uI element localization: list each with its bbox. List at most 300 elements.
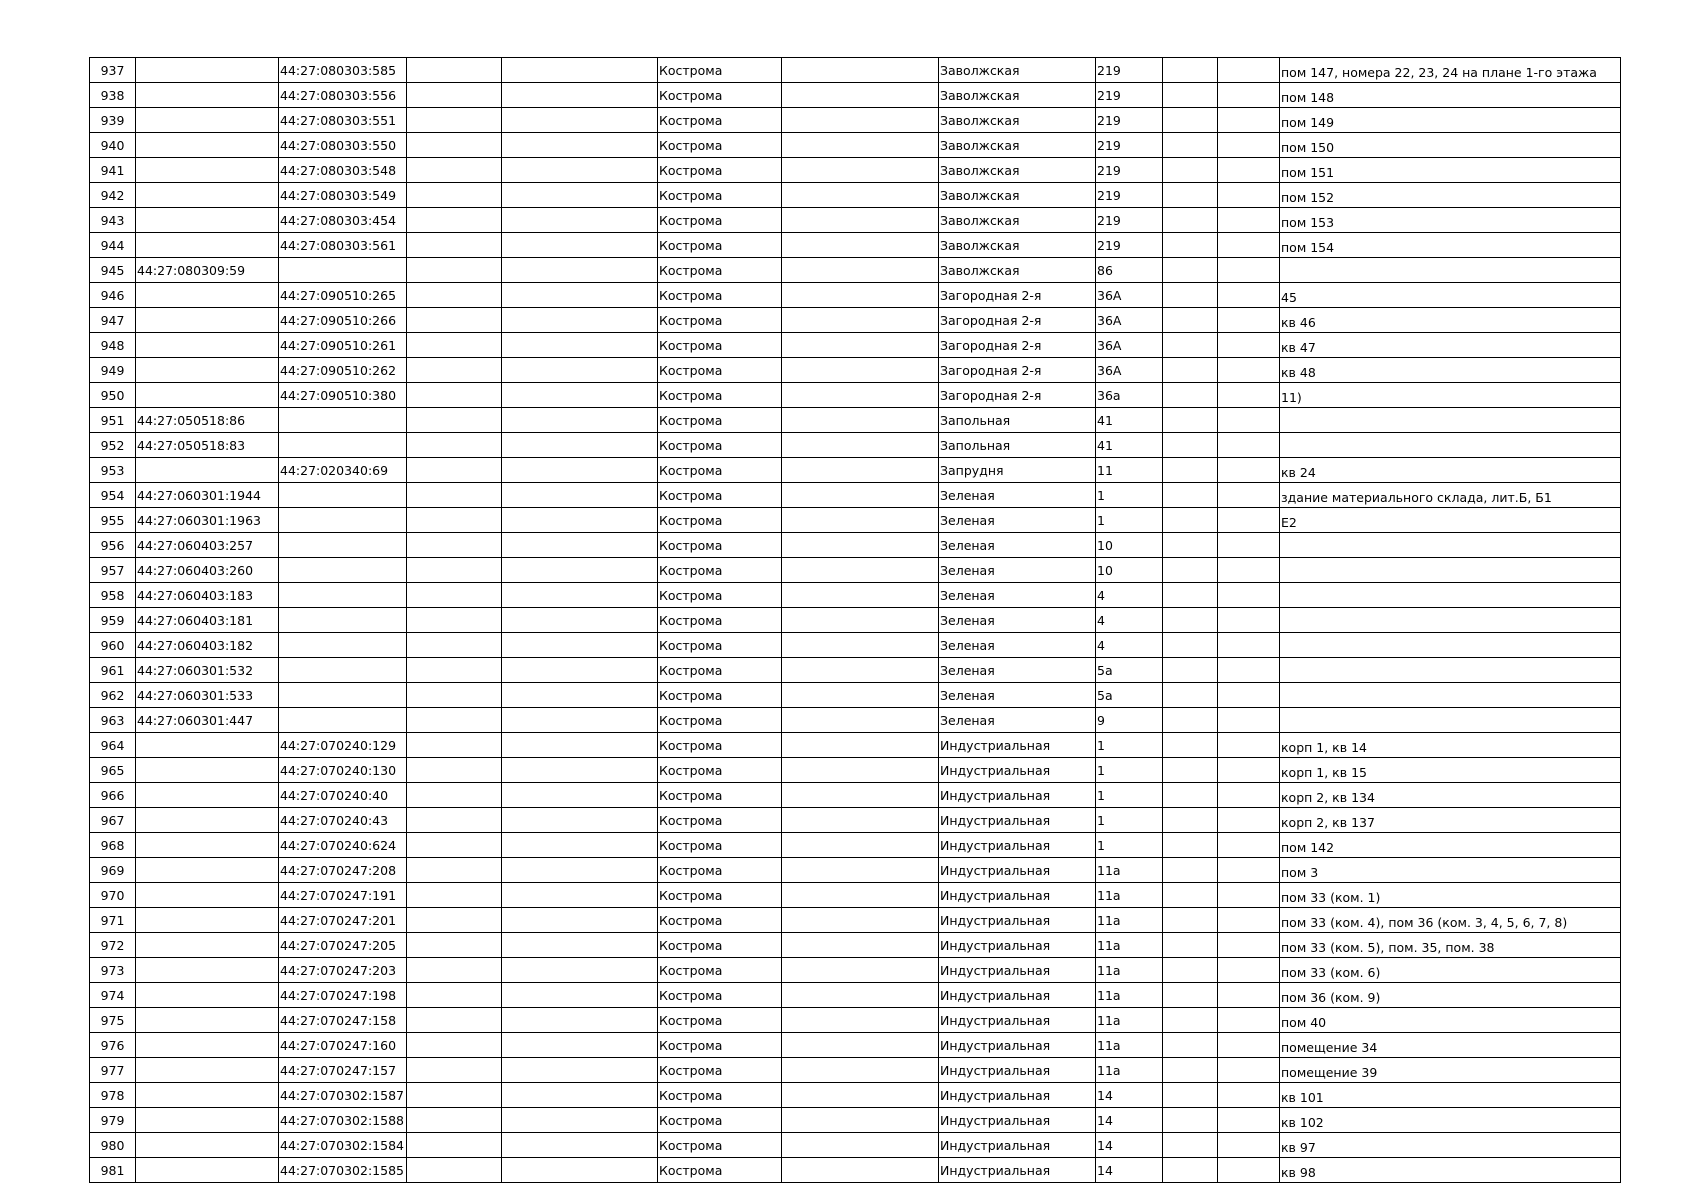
empty-cell [782, 908, 939, 933]
empty-cell [1163, 558, 1218, 583]
empty-cell [407, 408, 502, 433]
registry-sheet [89, 57, 1621, 1183]
land-cadastral-number-cell [136, 858, 279, 883]
empty-cell [782, 458, 939, 483]
object-cadastral-number-cell: 44:27:070247:158 [279, 1008, 407, 1033]
land-cadastral-number-cell: 44:27:060403:182 [136, 633, 279, 658]
empty-cell [407, 658, 502, 683]
table-row [90, 933, 1621, 958]
empty-cell [1218, 1108, 1280, 1133]
city-cell: Кострома [658, 908, 782, 933]
empty-cell [1218, 608, 1280, 633]
empty-cell [407, 208, 502, 233]
empty-cell [782, 283, 939, 308]
empty-cell [1218, 858, 1280, 883]
empty-cell [782, 583, 939, 608]
empty-cell [782, 683, 939, 708]
empty-cell [1163, 908, 1218, 933]
premises-note-cell: кв 46 [1280, 308, 1621, 333]
empty-cell [1163, 708, 1218, 733]
row-number-cell: 941 [90, 158, 136, 183]
table-row [90, 458, 1621, 483]
table-row [90, 1058, 1621, 1083]
empty-cell [782, 808, 939, 833]
city-cell: Кострома [658, 458, 782, 483]
land-cadastral-number-cell [136, 958, 279, 983]
city-cell: Кострома [658, 633, 782, 658]
premises-note-cell: пом 153 [1280, 208, 1621, 233]
premises-note-cell: помещение 39 [1280, 1058, 1621, 1083]
city-cell: Кострома [658, 958, 782, 983]
premises-note-cell: кв 97 [1280, 1133, 1621, 1158]
city-cell: Кострома [658, 758, 782, 783]
empty-cell [1218, 183, 1280, 208]
table-row [90, 583, 1621, 608]
empty-cell [1163, 833, 1218, 858]
house-number-cell: 1 [1096, 508, 1163, 533]
premises-note-cell [1280, 583, 1621, 608]
row-number-cell: 949 [90, 358, 136, 383]
table-row [90, 358, 1621, 383]
street-cell: Индустриальная [939, 858, 1096, 883]
row-number-cell: 951 [90, 408, 136, 433]
table-row [90, 233, 1621, 258]
street-cell: Зеленая [939, 658, 1096, 683]
land-cadastral-number-cell: 44:27:060403:260 [136, 558, 279, 583]
table-row [90, 308, 1621, 333]
land-cadastral-number-cell: 44:27:050518:83 [136, 433, 279, 458]
city-cell: Кострома [658, 333, 782, 358]
empty-cell [502, 383, 658, 408]
house-number-cell: 1 [1096, 808, 1163, 833]
premises-note-cell: пом 148 [1280, 83, 1621, 108]
premises-note-cell: пом 151 [1280, 158, 1621, 183]
empty-cell [1163, 508, 1218, 533]
empty-cell [1163, 783, 1218, 808]
object-cadastral-number-cell: 44:27:070247:198 [279, 983, 407, 1008]
row-number-cell: 965 [90, 758, 136, 783]
street-cell: Заволжская [939, 158, 1096, 183]
land-cadastral-number-cell [136, 308, 279, 333]
empty-cell [782, 958, 939, 983]
row-number-cell: 939 [90, 108, 136, 133]
empty-cell [407, 1008, 502, 1033]
land-cadastral-number-cell [136, 1058, 279, 1083]
street-cell: Индустриальная [939, 908, 1096, 933]
land-cadastral-number-cell: 44:27:060403:257 [136, 533, 279, 558]
premises-note-cell [1280, 608, 1621, 633]
street-cell: Зеленая [939, 508, 1096, 533]
empty-cell [407, 833, 502, 858]
row-number-cell: 978 [90, 1083, 136, 1108]
empty-cell [407, 1108, 502, 1133]
empty-cell [407, 83, 502, 108]
land-cadastral-number-cell [136, 1108, 279, 1133]
premises-note-cell: пом 33 (ком. 5), пом. 35, пом. 38 [1280, 933, 1621, 958]
empty-cell [407, 1158, 502, 1183]
empty-cell [502, 133, 658, 158]
object-cadastral-number-cell [279, 558, 407, 583]
empty-cell [1163, 1158, 1218, 1183]
house-number-cell: 1 [1096, 783, 1163, 808]
empty-cell [1218, 983, 1280, 1008]
empty-cell [1218, 383, 1280, 408]
land-cadastral-number-cell [136, 1008, 279, 1033]
premises-note-cell: 45 [1280, 283, 1621, 308]
city-cell: Кострома [658, 108, 782, 133]
empty-cell [1163, 683, 1218, 708]
house-number-cell: 14 [1096, 1133, 1163, 1158]
city-cell: Кострома [658, 383, 782, 408]
row-number-cell: 950 [90, 383, 136, 408]
street-cell: Загородная 2-я [939, 283, 1096, 308]
object-cadastral-number-cell [279, 508, 407, 533]
empty-cell [502, 158, 658, 183]
row-number-cell: 958 [90, 583, 136, 608]
street-cell: Зеленая [939, 583, 1096, 608]
premises-note-cell: кв 98 [1280, 1158, 1621, 1183]
street-cell: Индустриальная [939, 983, 1096, 1008]
empty-cell [782, 483, 939, 508]
street-cell: Индустриальная [939, 783, 1096, 808]
land-cadastral-number-cell [136, 133, 279, 158]
table-row [90, 733, 1621, 758]
empty-cell [502, 808, 658, 833]
city-cell: Кострома [658, 258, 782, 283]
empty-cell [782, 1083, 939, 1108]
empty-cell [407, 508, 502, 533]
empty-cell [1218, 458, 1280, 483]
empty-cell [502, 733, 658, 758]
row-number-cell: 971 [90, 908, 136, 933]
empty-cell [782, 983, 939, 1008]
empty-cell [782, 758, 939, 783]
empty-cell [502, 183, 658, 208]
premises-note-cell: пом 40 [1280, 1008, 1621, 1033]
premises-note-cell: пом 3 [1280, 858, 1621, 883]
row-number-cell: 944 [90, 233, 136, 258]
house-number-cell: 36А [1096, 333, 1163, 358]
empty-cell [1218, 1033, 1280, 1058]
row-number-cell: 946 [90, 283, 136, 308]
object-cadastral-number-cell: 44:27:080303:561 [279, 233, 407, 258]
empty-cell [1163, 333, 1218, 358]
empty-cell [1218, 508, 1280, 533]
city-cell: Кострома [658, 933, 782, 958]
premises-note-cell: пом 149 [1280, 108, 1621, 133]
object-cadastral-number-cell [279, 583, 407, 608]
street-cell: Зеленая [939, 608, 1096, 633]
empty-cell [782, 208, 939, 233]
land-cadastral-number-cell [136, 758, 279, 783]
empty-cell [1218, 83, 1280, 108]
table-row [90, 758, 1621, 783]
empty-cell [1163, 208, 1218, 233]
empty-cell [407, 808, 502, 833]
row-number-cell: 967 [90, 808, 136, 833]
empty-cell [407, 733, 502, 758]
street-cell: Индустриальная [939, 1008, 1096, 1033]
object-cadastral-number-cell: 44:27:070247:208 [279, 858, 407, 883]
premises-note-cell: пом 152 [1280, 183, 1621, 208]
empty-cell [502, 58, 658, 83]
land-cadastral-number-cell [136, 183, 279, 208]
city-cell: Кострома [658, 208, 782, 233]
object-cadastral-number-cell: 44:27:070302:1587 [279, 1083, 407, 1108]
row-number-cell: 954 [90, 483, 136, 508]
row-number-cell: 977 [90, 1058, 136, 1083]
empty-cell [1163, 583, 1218, 608]
table-row [90, 283, 1621, 308]
empty-cell [782, 508, 939, 533]
empty-cell [1218, 358, 1280, 383]
city-cell: Кострома [658, 783, 782, 808]
table-row [90, 1033, 1621, 1058]
premises-note-cell [1280, 708, 1621, 733]
empty-cell [782, 733, 939, 758]
empty-cell [407, 233, 502, 258]
house-number-cell: 41 [1096, 433, 1163, 458]
object-cadastral-number-cell: 44:27:070247:201 [279, 908, 407, 933]
premises-note-cell: кв 48 [1280, 358, 1621, 383]
street-cell: Заволжская [939, 258, 1096, 283]
city-cell: Кострома [658, 683, 782, 708]
street-cell: Индустриальная [939, 1133, 1096, 1158]
empty-cell [1163, 433, 1218, 458]
empty-cell [1163, 233, 1218, 258]
street-cell: Индустриальная [939, 1033, 1096, 1058]
house-number-cell: 14 [1096, 1158, 1163, 1183]
empty-cell [502, 1058, 658, 1083]
house-number-cell: 219 [1096, 83, 1163, 108]
city-cell: Кострома [658, 1133, 782, 1158]
premises-note-cell: пом 142 [1280, 833, 1621, 858]
land-cadastral-number-cell: 44:27:060301:1963 [136, 508, 279, 533]
empty-cell [782, 1133, 939, 1158]
object-cadastral-number-cell: 44:27:090510:262 [279, 358, 407, 383]
table-row [90, 1158, 1621, 1183]
object-cadastral-number-cell: 44:27:090510:266 [279, 308, 407, 333]
land-cadastral-number-cell [136, 833, 279, 858]
premises-note-cell [1280, 533, 1621, 558]
row-number-cell: 937 [90, 58, 136, 83]
empty-cell [782, 708, 939, 733]
empty-cell [1218, 333, 1280, 358]
empty-cell [407, 858, 502, 883]
row-number-cell: 957 [90, 558, 136, 583]
empty-cell [1218, 908, 1280, 933]
city-cell: Кострома [658, 558, 782, 583]
empty-cell [407, 258, 502, 283]
city-cell: Кострома [658, 308, 782, 333]
house-number-cell: 11а [1096, 1033, 1163, 1058]
street-cell: Заволжская [939, 83, 1096, 108]
city-cell: Кострома [658, 708, 782, 733]
street-cell: Индустриальная [939, 883, 1096, 908]
house-number-cell: 86 [1096, 258, 1163, 283]
premises-note-cell: пом 147, номера 22, 23, 24 на плане 1-го этажа [1280, 58, 1621, 83]
street-cell: Зеленая [939, 683, 1096, 708]
empty-cell [1163, 658, 1218, 683]
empty-cell [502, 1033, 658, 1058]
house-number-cell: 5а [1096, 658, 1163, 683]
row-number-cell: 959 [90, 608, 136, 633]
table-row [90, 208, 1621, 233]
empty-cell [1218, 58, 1280, 83]
object-cadastral-number-cell: 44:27:080303:551 [279, 108, 407, 133]
empty-cell [1163, 808, 1218, 833]
object-cadastral-number-cell [279, 433, 407, 458]
empty-cell [1218, 933, 1280, 958]
empty-cell [782, 883, 939, 908]
empty-cell [407, 1058, 502, 1083]
premises-note-cell [1280, 633, 1621, 658]
empty-cell [407, 883, 502, 908]
empty-cell [1163, 133, 1218, 158]
empty-cell [1163, 933, 1218, 958]
object-cadastral-number-cell: 44:27:080303:549 [279, 183, 407, 208]
city-cell: Кострома [658, 408, 782, 433]
row-number-cell: 955 [90, 508, 136, 533]
premises-note-cell: корп 1, кв 14 [1280, 733, 1621, 758]
empty-cell [502, 308, 658, 333]
land-cadastral-number-cell [136, 283, 279, 308]
object-cadastral-number-cell: 44:27:080303:556 [279, 83, 407, 108]
table-row [90, 1108, 1621, 1133]
empty-cell [502, 233, 658, 258]
land-cadastral-number-cell: 44:27:060403:183 [136, 583, 279, 608]
street-cell: Зеленая [939, 633, 1096, 658]
city-cell: Кострома [658, 1033, 782, 1058]
empty-cell [782, 783, 939, 808]
object-cadastral-number-cell: 44:27:070240:129 [279, 733, 407, 758]
empty-cell [1163, 1033, 1218, 1058]
city-cell: Кострома [658, 833, 782, 858]
house-number-cell: 36а [1096, 383, 1163, 408]
row-number-cell: 974 [90, 983, 136, 1008]
premises-note-cell: здание материального склада, лит.Б, Б1 [1280, 483, 1621, 508]
empty-cell [1163, 633, 1218, 658]
city-cell: Кострома [658, 433, 782, 458]
street-cell: Заволжская [939, 108, 1096, 133]
land-cadastral-number-cell: 44:27:060403:181 [136, 608, 279, 633]
object-cadastral-number-cell: 44:27:080303:550 [279, 133, 407, 158]
empty-cell [1163, 258, 1218, 283]
premises-note-cell: корп 1, кв 15 [1280, 758, 1621, 783]
empty-cell [782, 633, 939, 658]
street-cell: Индустриальная [939, 1058, 1096, 1083]
street-cell: Запольная [939, 408, 1096, 433]
table-row [90, 508, 1621, 533]
empty-cell [1218, 108, 1280, 133]
object-cadastral-number-cell: 44:27:070240:40 [279, 783, 407, 808]
empty-cell [1163, 308, 1218, 333]
house-number-cell: 219 [1096, 133, 1163, 158]
empty-cell [782, 258, 939, 283]
empty-cell [782, 133, 939, 158]
empty-cell [1218, 833, 1280, 858]
street-cell: Заволжская [939, 133, 1096, 158]
empty-cell [502, 358, 658, 383]
empty-cell [1218, 1133, 1280, 1158]
land-cadastral-number-cell: 44:27:050518:86 [136, 408, 279, 433]
object-cadastral-number-cell: 44:27:070247:205 [279, 933, 407, 958]
house-number-cell: 36А [1096, 283, 1163, 308]
empty-cell [502, 83, 658, 108]
street-cell: Индустриальная [939, 958, 1096, 983]
empty-cell [1218, 758, 1280, 783]
row-number-cell: 969 [90, 858, 136, 883]
empty-cell [1163, 858, 1218, 883]
premises-note-cell: пом 36 (ком. 9) [1280, 983, 1621, 1008]
row-number-cell: 975 [90, 1008, 136, 1033]
object-cadastral-number-cell: 44:27:070302:1585 [279, 1158, 407, 1183]
row-number-cell: 945 [90, 258, 136, 283]
house-number-cell: 1 [1096, 483, 1163, 508]
empty-cell [407, 1133, 502, 1158]
street-cell: Зеленая [939, 533, 1096, 558]
land-cadastral-number-cell [136, 983, 279, 1008]
empty-cell [502, 933, 658, 958]
land-cadastral-number-cell [136, 883, 279, 908]
row-number-cell: 960 [90, 633, 136, 658]
empty-cell [407, 183, 502, 208]
row-number-cell: 979 [90, 1108, 136, 1133]
house-number-cell: 11а [1096, 933, 1163, 958]
empty-cell [407, 483, 502, 508]
empty-cell [502, 283, 658, 308]
empty-cell [502, 683, 658, 708]
table-row [90, 58, 1621, 83]
empty-cell [1163, 408, 1218, 433]
empty-cell [1218, 283, 1280, 308]
empty-cell [1163, 383, 1218, 408]
empty-cell [407, 383, 502, 408]
table-row [90, 808, 1621, 833]
city-cell: Кострома [658, 483, 782, 508]
table-row [90, 258, 1621, 283]
empty-cell [1163, 1058, 1218, 1083]
empty-cell [782, 433, 939, 458]
empty-cell [502, 1158, 658, 1183]
premises-note-cell [1280, 683, 1621, 708]
city-cell: Кострома [658, 808, 782, 833]
empty-cell [782, 58, 939, 83]
row-number-cell: 980 [90, 1133, 136, 1158]
empty-cell [1163, 883, 1218, 908]
table-row [90, 958, 1621, 983]
table-row [90, 108, 1621, 133]
empty-cell [1218, 533, 1280, 558]
empty-cell [407, 283, 502, 308]
land-cadastral-number-cell: 44:27:060301:1944 [136, 483, 279, 508]
house-number-cell: 11а [1096, 1058, 1163, 1083]
empty-cell [1163, 608, 1218, 633]
object-cadastral-number-cell: 44:27:090510:265 [279, 283, 407, 308]
empty-cell [407, 683, 502, 708]
empty-cell [1163, 1108, 1218, 1133]
house-number-cell: 11а [1096, 1008, 1163, 1033]
street-cell: Индустриальная [939, 1108, 1096, 1133]
house-number-cell: 14 [1096, 1083, 1163, 1108]
table-row [90, 408, 1621, 433]
object-cadastral-number-cell: 44:27:090510:261 [279, 333, 407, 358]
empty-cell [502, 558, 658, 583]
city-cell: Кострома [658, 233, 782, 258]
empty-cell [407, 133, 502, 158]
empty-cell [1218, 483, 1280, 508]
empty-cell [407, 633, 502, 658]
